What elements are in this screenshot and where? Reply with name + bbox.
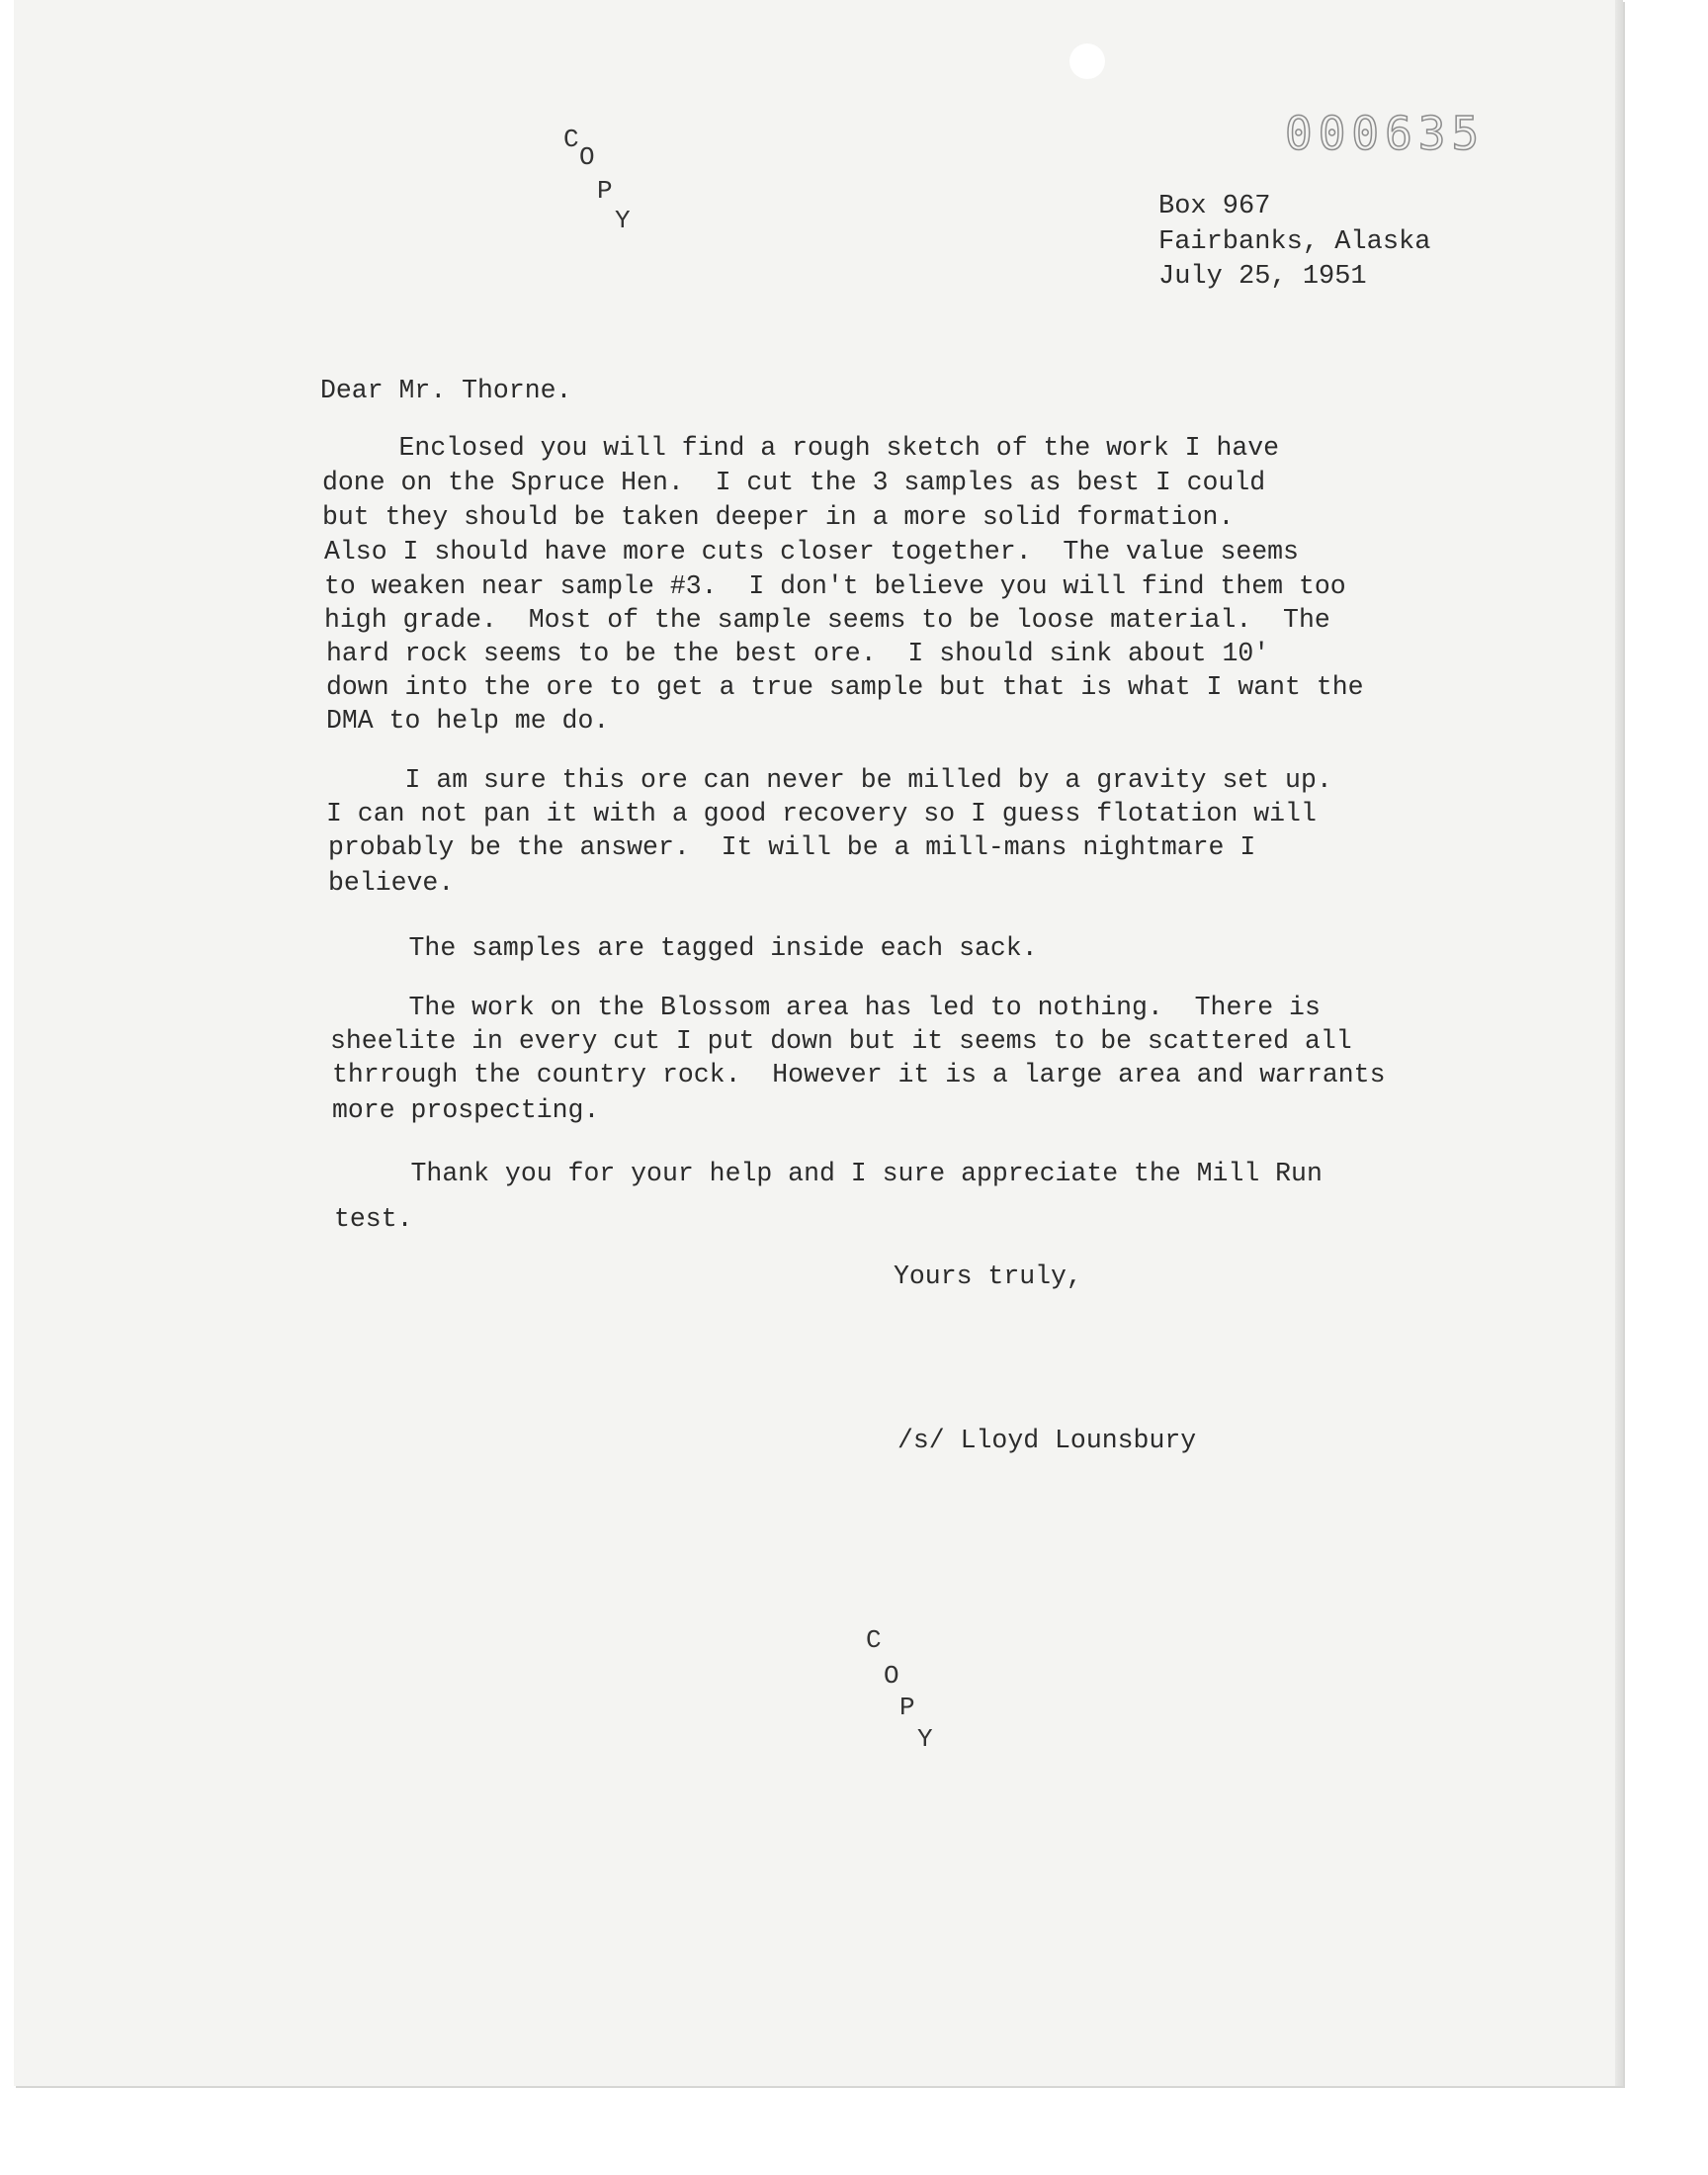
- paragraph-4-line: thrrough the country rock. However it is a large area and warrants: [332, 1060, 1386, 1089]
- paragraph-4-line: The work on the Blossom area has led to nothing. There is: [330, 993, 1321, 1022]
- paragraph-1-line: Also I should have more cuts closer together. The value seems: [324, 537, 1299, 566]
- address-city: Fairbanks, Alaska: [1158, 227, 1431, 257]
- copy-top-letter-p: P: [597, 176, 613, 206]
- paragraph-4-line: more prospecting.: [332, 1095, 600, 1125]
- paragraph-2-line: believe.: [328, 868, 455, 898]
- address-box: Box 967: [1158, 192, 1271, 221]
- paragraph-4-line: sheelite in every cut I put down but it seems to be scattered all: [330, 1026, 1352, 1056]
- paragraph-2-line: I can not pan it with a good recovery so I guess flotation will: [326, 799, 1317, 828]
- signature: /s/ Lloyd Lounsbury: [897, 1426, 1197, 1455]
- copy-bottom-letter-c: C: [866, 1625, 882, 1655]
- copy-top-letter-c: C: [563, 125, 579, 154]
- punch-hole: [1069, 44, 1105, 79]
- copy-bottom-letter-o: O: [884, 1661, 899, 1691]
- paragraph-1-line: to weaken near sample #3. I don't believe you will find them too: [324, 571, 1346, 601]
- letter-date: July 25, 1951: [1158, 262, 1367, 292]
- paragraph-3-line: The samples are tagged inside each sack.: [330, 933, 1038, 963]
- paragraph-2-line: probably be the answer. It will be a mill-mans nightmare I: [328, 832, 1256, 862]
- paragraph-2-line: I am sure this ore can never be milled by a gravity set up.: [326, 765, 1332, 795]
- page-edge: [1615, 0, 1623, 2086]
- paragraph-1-line: but they should be taken deeper in a more solid formation.: [322, 502, 1235, 532]
- paragraph-1-line: done on the Spruce Hen. I cut the 3 samples as best I could: [322, 468, 1266, 497]
- paragraph-5-line: test.: [334, 1204, 413, 1234]
- salutation: Dear Mr. Thorne.: [320, 376, 572, 405]
- paragraph-1-line: DMA to help me do.: [326, 706, 610, 736]
- copy-top-letter-y: Y: [615, 206, 631, 235]
- paragraph-1-line: high grade. Most of the sample seems to be loose material. The: [324, 605, 1330, 635]
- paragraph-1-line: Enclosed you will find a rough sketch of the work I have: [320, 433, 1280, 463]
- document-number-stamp: 000635: [1285, 107, 1486, 160]
- closing: Yours truly,: [894, 1262, 1082, 1291]
- paragraph-5-line: Thank you for your help and I sure appreciate the Mill Run: [332, 1159, 1323, 1188]
- paragraph-1-line: down into the ore to get a true sample but that is what I want the: [326, 672, 1364, 702]
- paragraph-1-line: hard rock seems to be the best ore. I should sink about 10': [326, 639, 1270, 668]
- copy-top-letter-o: O: [579, 142, 595, 172]
- copy-bottom-letter-p: P: [899, 1693, 915, 1722]
- copy-bottom-letter-y: Y: [917, 1724, 933, 1754]
